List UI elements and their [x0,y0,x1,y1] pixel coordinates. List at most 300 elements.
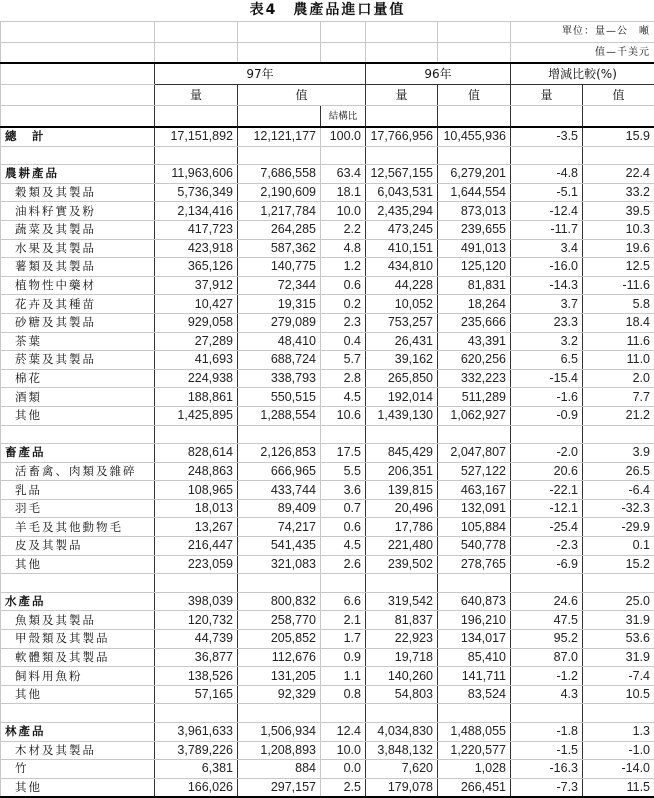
header-structure-ratio: 結構比 [321,106,366,128]
value-97-cell: 1,506,934 [238,723,321,742]
change-quantity-cell [511,574,583,593]
quantity-96-cell: 753,257 [366,313,438,332]
table-row [1,276,654,295]
row-label: 活畜禽、肉類及雜碎 [1,462,155,481]
quantity-96-cell: 6,043,531 [366,183,438,202]
row-label: 乳品 [1,481,155,500]
quantity-96-cell: 17,766,956 [366,127,438,146]
value-97-cell: 72,344 [238,276,321,295]
structure-ratio-97-cell [321,574,366,593]
change-quantity-cell: -7.3 [511,778,583,797]
quantity-96-cell: 192,014 [366,388,438,407]
value-97-cell: 131,205 [238,667,321,686]
change-value-cell: -11.6 [583,276,654,295]
quantity-97-cell [155,425,238,444]
value-96-cell [438,574,511,593]
value-97-cell: 321,083 [238,555,321,574]
quantity-97-cell: 188,861 [155,388,238,407]
category-row [1,444,654,463]
value-97-cell: 1,208,893 [238,741,321,760]
structure-ratio-97-cell: 10.6 [321,406,366,425]
value-97-cell: 140,775 [238,258,321,277]
structure-ratio-97-cell [321,704,366,723]
value-96-cell: 1,028 [438,760,511,779]
change-quantity-cell: -22.1 [511,481,583,500]
change-quantity-cell [511,146,583,165]
value-97-cell: 666,965 [238,462,321,481]
quantity-97-cell: 108,965 [155,481,238,500]
change-value-cell: 25.0 [583,592,654,611]
quantity-96-cell: 410,151 [366,239,438,258]
change-quantity-cell: 20.6 [511,462,583,481]
table-row [1,518,654,537]
change-quantity-cell: 4.3 [511,685,583,704]
structure-ratio-97-cell: 2.8 [321,369,366,388]
change-quantity-cell: -1.8 [511,723,583,742]
value-96-cell: 134,017 [438,630,511,649]
header-96: 96年 [366,63,511,85]
quantity-96-cell: 206,351 [366,462,438,481]
change-value-cell: 5.8 [583,295,654,314]
blank-row [1,574,654,593]
unit-value: 值—千美元 [511,42,654,63]
change-quantity-cell: -12.4 [511,202,583,221]
header-97-quantity: 量 [155,85,238,106]
change-value-cell: -7.4 [583,667,654,686]
change-quantity-cell: 47.5 [511,611,583,630]
quantity-97-cell: 248,863 [155,462,238,481]
table-row [1,462,654,481]
change-value-cell: -29.9 [583,518,654,537]
header-row-sub [1,106,654,128]
structure-ratio-97-cell: 63.4 [321,165,366,184]
value-96-cell: 1,488,055 [438,723,511,742]
structure-ratio-97-cell: 2.2 [321,220,366,239]
table-row [1,611,654,630]
value-96-cell: 196,210 [438,611,511,630]
change-quantity-cell: 87.0 [511,648,583,667]
change-value-cell: 39.5 [583,202,654,221]
change-value-cell: -6.4 [583,481,654,500]
category-row [1,165,654,184]
table-row [1,239,654,258]
table-row [1,295,654,314]
value-96-cell: 83,524 [438,685,511,704]
value-97-cell: 205,852 [238,630,321,649]
quantity-96-cell: 81,837 [366,611,438,630]
change-value-cell: 53.6 [583,630,654,649]
table-row [1,388,654,407]
quantity-97-cell: 18,013 [155,499,238,518]
value-97-cell: 7,686,558 [238,165,321,184]
structure-ratio-97-cell: 0.2 [321,295,366,314]
row-label: 飼料用魚粉 [1,667,155,686]
value-97-cell: 279,089 [238,313,321,332]
quantity-97-cell: 929,058 [155,313,238,332]
quantity-97-cell: 37,912 [155,276,238,295]
change-quantity-cell: -1.2 [511,667,583,686]
row-label: 林產品 [1,723,155,742]
structure-ratio-97-cell: 2.5 [321,778,366,797]
quantity-96-cell: 2,435,294 [366,202,438,221]
structure-ratio-97-cell: 12.4 [321,723,366,742]
quantity-97-cell: 224,938 [155,369,238,388]
value-97-cell: 19,315 [238,295,321,314]
row-label: 羽毛 [1,499,155,518]
value-97-cell: 297,157 [238,778,321,797]
value-96-cell: 540,778 [438,537,511,556]
value-96-cell: 10,455,936 [438,127,511,146]
table-row [1,667,654,686]
structure-ratio-97-cell: 4.5 [321,388,366,407]
category-row [1,127,654,146]
structure-ratio-97-cell: 5.5 [321,462,366,481]
change-value-cell [583,146,654,165]
change-value-cell: 11.5 [583,778,654,797]
quantity-97-cell: 11,963,606 [155,165,238,184]
table-row [1,313,654,332]
quantity-97-cell: 36,877 [155,648,238,667]
quantity-96-cell [366,704,438,723]
change-value-cell: 31.9 [583,611,654,630]
quantity-96-cell: 221,480 [366,537,438,556]
row-label: 薯類及其製品 [1,258,155,277]
header-97-value: 值 [238,85,366,106]
value-97-cell: 1,288,554 [238,406,321,425]
value-96-cell: 43,391 [438,332,511,351]
blank-row [1,704,654,723]
change-quantity-cell: 23.3 [511,313,583,332]
header-97: 97年 [155,63,366,85]
quantity-96-cell: 239,502 [366,555,438,574]
table-row [1,258,654,277]
value-96-cell: 141,711 [438,667,511,686]
value-97-cell: 2,126,853 [238,444,321,463]
table-row [1,406,654,425]
change-quantity-cell: -1.6 [511,388,583,407]
quantity-96-cell: 26,431 [366,332,438,351]
quantity-96-cell: 44,228 [366,276,438,295]
change-quantity-cell: -6.9 [511,555,583,574]
change-quantity-cell: -14.3 [511,276,583,295]
quantity-96-cell: 473,245 [366,220,438,239]
structure-ratio-97-cell: 18.1 [321,183,366,202]
value-96-cell: 266,451 [438,778,511,797]
structure-ratio-97-cell: 3.6 [321,481,366,500]
value-97-cell: 258,770 [238,611,321,630]
change-value-cell: 19.6 [583,239,654,258]
value-96-cell: 1,644,554 [438,183,511,202]
change-value-cell: 33.2 [583,183,654,202]
value-97-cell [238,704,321,723]
table-row [1,499,654,518]
value-96-cell: 132,091 [438,499,511,518]
change-value-cell: 0.1 [583,537,654,556]
quantity-97-cell [155,574,238,593]
structure-ratio-97-cell [321,425,366,444]
quantity-96-cell: 140,260 [366,667,438,686]
quantity-97-cell: 44,739 [155,630,238,649]
quantity-97-cell: 2,134,416 [155,202,238,221]
structure-ratio-97-cell: 4.8 [321,239,366,258]
value-96-cell: 640,873 [438,592,511,611]
value-96-cell: 6,279,201 [438,165,511,184]
quantity-97-cell: 17,151,892 [155,127,238,146]
quantity-97-cell: 41,693 [155,351,238,370]
value-97-cell: 884 [238,760,321,779]
row-label: 其他 [1,778,155,797]
value-96-cell: 125,120 [438,258,511,277]
value-97-cell: 541,435 [238,537,321,556]
row-label: 甲殼類及其製品 [1,630,155,649]
value-96-cell: 463,167 [438,481,511,500]
structure-ratio-97-cell: 1.1 [321,667,366,686]
value-96-cell: 620,256 [438,351,511,370]
row-label: 畜產品 [1,444,155,463]
header-row-measures [1,85,654,106]
value-97-cell: 74,217 [238,518,321,537]
row-label: 其他 [1,685,155,704]
table-row [1,202,654,221]
quantity-96-cell: 17,786 [366,518,438,537]
quantity-96-cell [366,574,438,593]
header-96-value: 值 [438,85,511,106]
value-97-cell [238,574,321,593]
change-quantity-cell: -16.0 [511,258,583,277]
table-row [1,778,654,797]
change-value-cell: -1.0 [583,741,654,760]
change-value-cell: 12.5 [583,258,654,277]
quantity-97-cell: 216,447 [155,537,238,556]
table-row [1,481,654,500]
structure-ratio-97-cell: 1.2 [321,258,366,277]
quantity-96-cell: 4,034,830 [366,723,438,742]
quantity-97-cell: 120,732 [155,611,238,630]
quantity-96-cell: 20,496 [366,499,438,518]
header-96-quantity: 量 [366,85,438,106]
change-quantity-cell [511,425,583,444]
change-quantity-cell: -2.0 [511,444,583,463]
change-quantity-cell: -16.3 [511,760,583,779]
header-change-value: 值 [583,85,654,106]
change-quantity-cell: -25.4 [511,518,583,537]
change-quantity-cell: -15.4 [511,369,583,388]
change-quantity-cell: -11.7 [511,220,583,239]
change-quantity-cell: -1.5 [511,741,583,760]
table-row [1,183,654,202]
change-value-cell: 2.0 [583,369,654,388]
value-96-cell: 81,831 [438,276,511,295]
change-value-cell [583,425,654,444]
change-value-cell [583,704,654,723]
value-96-cell [438,425,511,444]
structure-ratio-97-cell: 0.7 [321,499,366,518]
structure-ratio-97-cell: 17.5 [321,444,366,463]
quantity-97-cell: 365,126 [155,258,238,277]
value-96-cell: 18,264 [438,295,511,314]
change-value-cell: 21.2 [583,406,654,425]
change-value-cell: 18.4 [583,313,654,332]
quantity-96-cell: 179,078 [366,778,438,797]
change-value-cell: 1.3 [583,723,654,742]
change-quantity-cell: -4.8 [511,165,583,184]
value-96-cell: 85,410 [438,648,511,667]
change-value-cell: 31.9 [583,648,654,667]
change-quantity-cell: -0.9 [511,406,583,425]
table-body [1,127,654,797]
value-97-cell: 433,744 [238,481,321,500]
structure-ratio-97-cell: 6.6 [321,592,366,611]
value-96-cell: 873,013 [438,202,511,221]
value-96-cell: 105,884 [438,518,511,537]
quantity-96-cell: 12,567,155 [366,165,438,184]
quantity-97-cell: 10,427 [155,295,238,314]
row-label [1,425,155,444]
blank-row [1,146,654,165]
value-97-cell: 550,515 [238,388,321,407]
quantity-96-cell: 845,429 [366,444,438,463]
structure-ratio-97-cell: 0.4 [321,332,366,351]
change-quantity-cell: 95.2 [511,630,583,649]
change-quantity-cell: -12.1 [511,499,583,518]
change-value-cell: 22.4 [583,165,654,184]
row-label [1,146,155,165]
quantity-96-cell: 3,848,132 [366,741,438,760]
value-96-cell: 527,122 [438,462,511,481]
row-label [1,704,155,723]
value-97-cell: 800,832 [238,592,321,611]
structure-ratio-97-cell: 0.6 [321,276,366,295]
change-value-cell: -32.3 [583,499,654,518]
row-label: 水果及其製品 [1,239,155,258]
quantity-97-cell: 417,723 [155,220,238,239]
row-label: 魚類及其製品 [1,611,155,630]
quantity-96-cell: 19,718 [366,648,438,667]
value-97-cell: 89,409 [238,499,321,518]
structure-ratio-97-cell [321,146,366,165]
row-label: 棉花 [1,369,155,388]
quantity-96-cell [366,425,438,444]
change-quantity-cell: 24.6 [511,592,583,611]
quantity-96-cell: 1,439,130 [366,406,438,425]
quantity-96-cell: 10,052 [366,295,438,314]
quantity-97-cell: 223,059 [155,555,238,574]
page-title: 表4 農產品進口量值 [1,0,654,22]
change-quantity-cell: -2.3 [511,537,583,556]
change-value-cell: -14.0 [583,760,654,779]
quantity-96-cell: 265,850 [366,369,438,388]
quantity-96-cell: 319,542 [366,592,438,611]
row-label: 軟體類及其製品 [1,648,155,667]
row-label: 茶葉 [1,332,155,351]
row-label: 其他 [1,555,155,574]
quantity-97-cell: 138,526 [155,667,238,686]
quantity-96-cell: 139,815 [366,481,438,500]
header-change-quantity: 量 [511,85,583,106]
quantity-97-cell: 27,289 [155,332,238,351]
value-97-cell: 1,217,784 [238,202,321,221]
value-96-cell: 2,047,807 [438,444,511,463]
value-97-cell: 2,190,609 [238,183,321,202]
row-label [1,574,155,593]
row-label: 穀類及其製品 [1,183,155,202]
quantity-97-cell: 6,381 [155,760,238,779]
value-96-cell: 235,666 [438,313,511,332]
value-96-cell [438,146,511,165]
header-change: 增減比較(%) [511,63,654,85]
change-value-cell: 11.0 [583,351,654,370]
table-row [1,220,654,239]
change-value-cell: 3.9 [583,444,654,463]
change-quantity-cell: 6.5 [511,351,583,370]
table-row [1,760,654,779]
value-96-cell: 1,220,577 [438,741,511,760]
structure-ratio-97-cell: 0.8 [321,685,366,704]
quantity-96-cell [366,146,438,165]
header-row-years [1,63,654,85]
row-label: 羊毛及其他動物毛 [1,518,155,537]
quantity-97-cell: 3,789,226 [155,741,238,760]
value-96-cell: 491,013 [438,239,511,258]
table-row [1,537,654,556]
row-label: 花卉及其種苗 [1,295,155,314]
quantity-97-cell: 398,039 [155,592,238,611]
category-row [1,592,654,611]
quantity-96-cell: 7,620 [366,760,438,779]
value-97-cell: 48,410 [238,332,321,351]
value-97-cell: 587,362 [238,239,321,258]
structure-ratio-97-cell: 10.0 [321,202,366,221]
structure-ratio-97-cell: 4.5 [321,537,366,556]
table-row [1,685,654,704]
value-96-cell: 1,062,927 [438,406,511,425]
value-97-cell: 338,793 [238,369,321,388]
quantity-97-cell: 57,165 [155,685,238,704]
change-value-cell: 7.7 [583,388,654,407]
quantity-96-cell: 39,162 [366,351,438,370]
value-96-cell: 332,223 [438,369,511,388]
value-97-cell [238,146,321,165]
table-row [1,648,654,667]
value-97-cell: 112,676 [238,648,321,667]
row-label: 油料籽實及粉 [1,202,155,221]
blank-row [1,425,654,444]
value-97-cell [238,425,321,444]
change-quantity-cell [511,704,583,723]
row-label: 其他 [1,406,155,425]
row-label: 木材及其製品 [1,741,155,760]
structure-ratio-97-cell: 2.1 [321,611,366,630]
row-label: 皮及其製品 [1,537,155,556]
quantity-97-cell: 423,918 [155,239,238,258]
row-label: 農耕產品 [1,165,155,184]
change-value-cell: 11.6 [583,332,654,351]
structure-ratio-97-cell: 2.6 [321,555,366,574]
change-value-cell: 26.5 [583,462,654,481]
row-label: 蔬菜及其製品 [1,220,155,239]
quantity-97-cell: 5,736,349 [155,183,238,202]
change-value-cell [583,574,654,593]
structure-ratio-97-cell: 2.3 [321,313,366,332]
table-row [1,369,654,388]
change-quantity-cell: -5.1 [511,183,583,202]
quantity-97-cell [155,146,238,165]
table-row [1,555,654,574]
structure-ratio-97-cell: 0.0 [321,760,366,779]
change-quantity-cell: 3.7 [511,295,583,314]
structure-ratio-97-cell: 1.7 [321,630,366,649]
structure-ratio-97-cell: 0.6 [321,518,366,537]
